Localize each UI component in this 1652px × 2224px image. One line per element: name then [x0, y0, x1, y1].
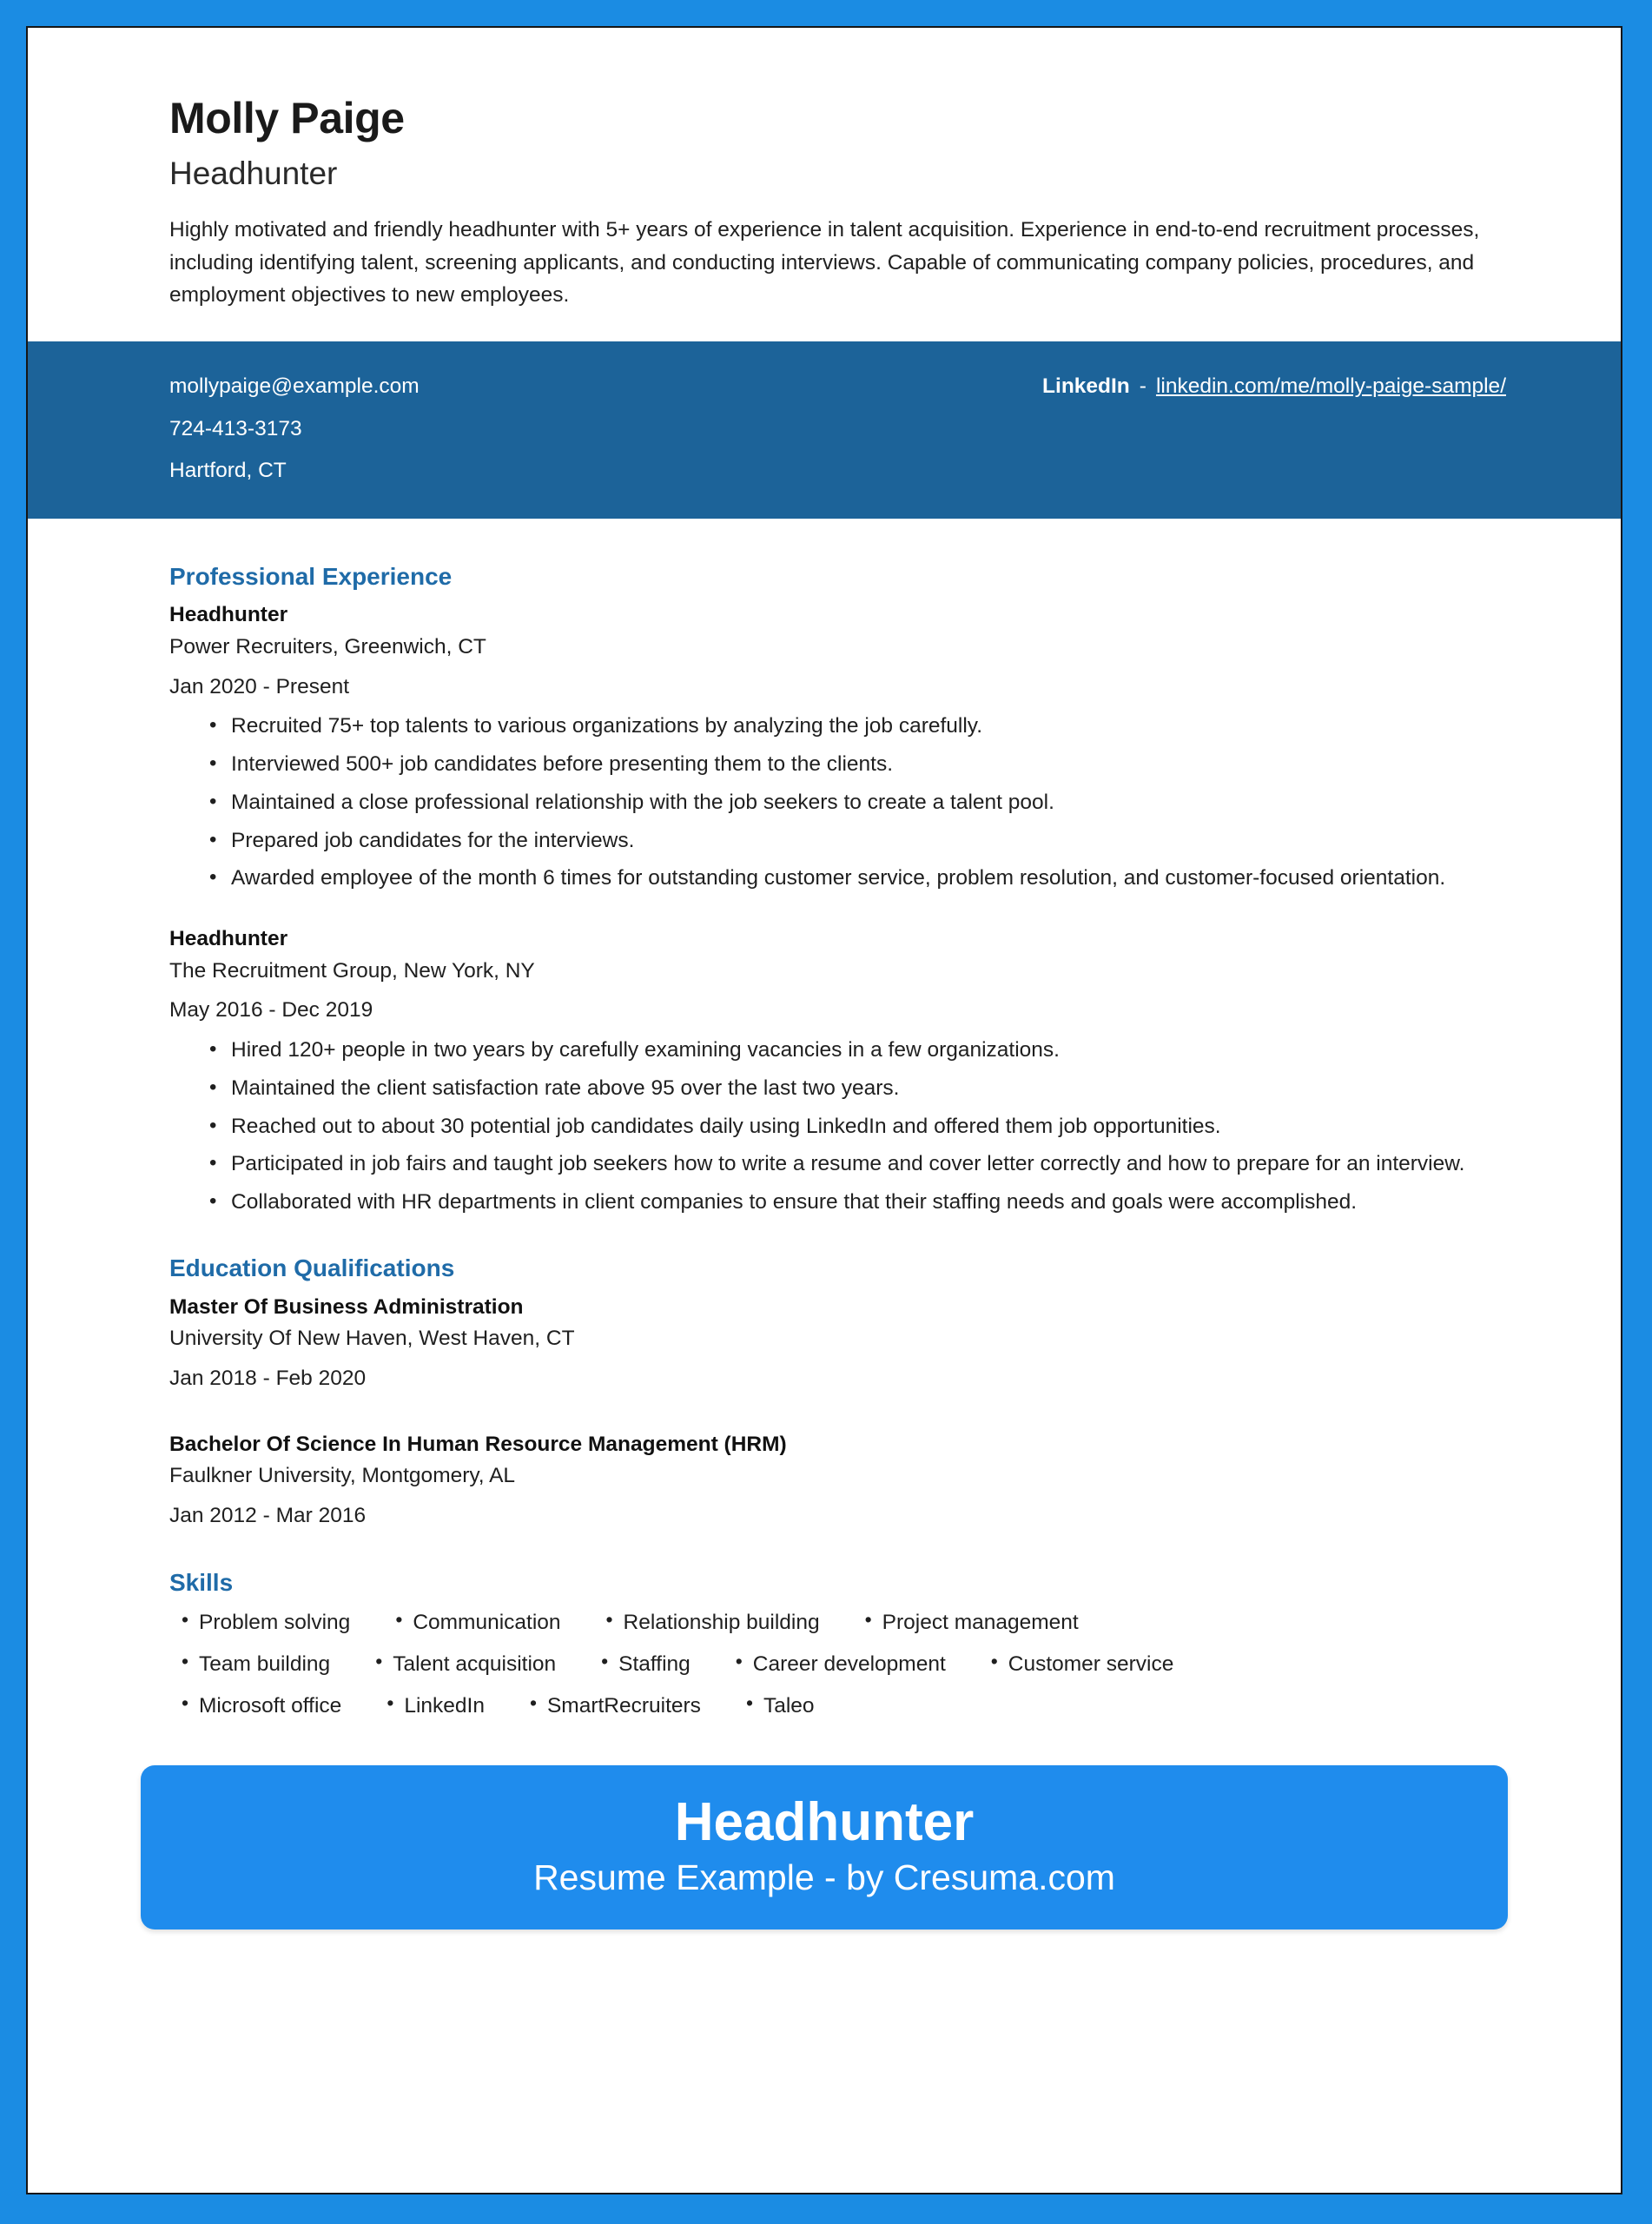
linkedin-url-link[interactable]: linkedin.com/me/molly-paige-sample/ [1155, 374, 1506, 399]
education-dates: Jan 2012 - Mar 2016 [169, 1503, 367, 1527]
skill-item: • Communication [390, 1609, 560, 1637]
promo-banner[interactable] [141, 1765, 1508, 1929]
list-item: • Maintained a close professional relationship with the job seekers to create a talent pool. [209, 788, 1508, 818]
section-heading-skills: Skills [169, 1569, 234, 1597]
list-item: • Awarded employee of the month 6 times for outstanding customer service, problem resolution, and customer-focused orientation. [209, 864, 1508, 894]
list-item: • Interviewed 500+ job candidates before presenting them to the clients. [209, 750, 1508, 780]
contact-phone[interactable]: 724-413-3173 [169, 416, 302, 440]
linkedin-separator: - [1139, 374, 1146, 399]
resume-header [28, 28, 1621, 341]
education-institution: Faulkner University, Montgomery, AL [169, 1464, 516, 1488]
list-item: • Prepared job candidates for the interviews. [209, 826, 1508, 857]
experience-organization: The Recruitment Group, New York, NY [169, 958, 535, 983]
skill-item: • Customer service [986, 1651, 1174, 1678]
contact-location: Hartford, CT [169, 459, 287, 483]
promo-banner-title: Headhunter [674, 1791, 975, 1852]
skill-item: • Problem solving [176, 1609, 350, 1637]
list-item: • Hired 120+ people in two years by carefully examining vacancies in a few organizations. [209, 1036, 1508, 1066]
linkedin-label: LinkedIn [1042, 374, 1130, 399]
experience-job-title: Headhunter [169, 603, 288, 627]
promo-banner-wrapper [28, 1734, 1621, 1929]
education-institution: University Of New Haven, West Haven, CT [169, 1327, 575, 1351]
skills-row [176, 1609, 1508, 1637]
skill-item: • Project management [860, 1609, 1079, 1637]
spacer [169, 1226, 1508, 1255]
education-entry [169, 1294, 1508, 1393]
list-item: • Collaborated with HR departments in client companies to ensure that their staffing needs and goals were accomplished. [209, 1188, 1508, 1218]
skill-item: • Career development [730, 1651, 946, 1678]
skills-list [169, 1609, 1508, 1720]
page-title: Molly Paige [169, 94, 405, 142]
professional-summary: Highly motivated and friendly headhunter with 5+ years of experience in talent acquisition. Experience in end-to-end recruitment processes, including identifying talent, screening applicants, and conducting interviews. Capable of communicating company policies, procedures, and employment objectives to new employees. [169, 218, 1480, 307]
spacer [169, 1404, 1508, 1432]
section-heading-experience: Professional Experience [169, 562, 453, 590]
contact-bar [28, 341, 1621, 519]
list-item: • Reached out to about 30 potential job candidates daily using LinkedIn and offered them job opportunities. [209, 1112, 1508, 1142]
experience-dates: May 2016 - Dec 2019 [169, 998, 373, 1023]
resume-body [28, 519, 1621, 1720]
skill-item: • SmartRecruiters [525, 1692, 701, 1720]
resume-page [26, 26, 1622, 2194]
education-degree: Bachelor Of Science In Human Resource Management (HRM) [169, 1432, 787, 1456]
skill-item: • LinkedIn [381, 1692, 485, 1720]
spacer [169, 1540, 1508, 1570]
experience-entry [169, 602, 1508, 894]
skill-item: • Microsoft office [176, 1692, 341, 1720]
education-entry [169, 1432, 1508, 1530]
experience-organization: Power Recruiters, Greenwich, CT [169, 634, 486, 659]
experience-bullet-list [169, 712, 1508, 894]
spacer [169, 902, 1508, 926]
header-job-title: Headhunter [169, 155, 338, 191]
education-degree: Master Of Business Administration [169, 1294, 524, 1319]
linkedin-block [1042, 376, 1621, 398]
section-heading-education: Education Qualifications [169, 1254, 455, 1281]
skill-item: • Taleo [741, 1692, 815, 1720]
experience-job-title: Headhunter [169, 927, 288, 951]
experience-bullet-list [169, 1036, 1508, 1218]
skill-item: • Talent acquisition [370, 1651, 556, 1678]
experience-dates: Jan 2020 - Present [169, 674, 350, 698]
list-item: • Maintained the client satisfaction rate above 95 over the last two years. [209, 1074, 1508, 1104]
skill-item: • Staffing [596, 1651, 691, 1678]
education-dates: Jan 2018 - Feb 2020 [169, 1366, 367, 1390]
list-item: • Participated in job fairs and taught job seekers how to write a resume and cover letter correctly and how to prepare for an interview. [209, 1149, 1508, 1180]
skills-row [176, 1651, 1508, 1678]
skill-item: • Team building [176, 1651, 330, 1678]
skills-row [176, 1692, 1508, 1720]
promo-banner-subtitle: Resume Example - by Cresuma.com [533, 1857, 1115, 1897]
experience-entry [169, 926, 1508, 1218]
contact-email[interactable]: mollypaige@example.com [169, 374, 420, 399]
skill-item: • Relationship building [601, 1609, 820, 1637]
contact-details [28, 376, 420, 482]
list-item: • Recruited 75+ top talents to various organizations by analyzing the job carefully. [209, 712, 1508, 742]
